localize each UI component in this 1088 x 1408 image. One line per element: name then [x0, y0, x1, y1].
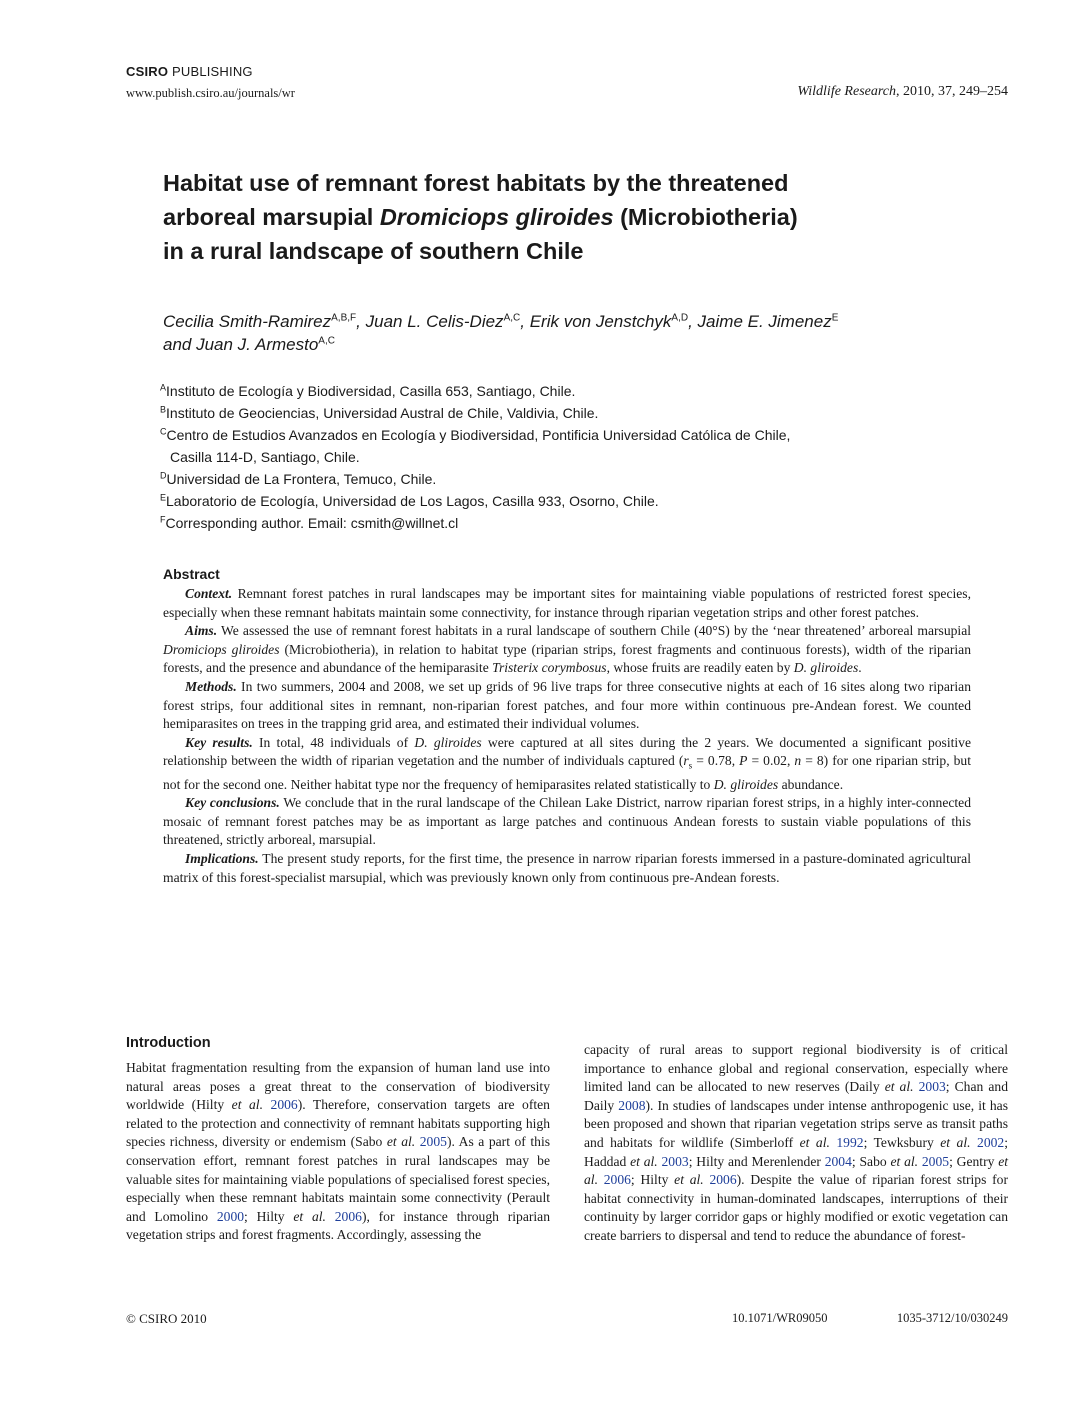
- abstract-heading: Abstract: [163, 566, 220, 582]
- author-name: Jaime E. Jimenez: [697, 312, 832, 331]
- citation-year-link[interactable]: 2003: [918, 1079, 946, 1095]
- abstract-text: We conclude that in the rural landscape of the Chilean Lake District, narrow riparian forest strips, in a highly inter-connected mosaic of remnant forest patches may be as important as large patches and continuous Andean forests to sustain viable populations of this threatened, strictly arboreal, marsupial.: [163, 795, 971, 848]
- citation-et-al: et al.: [890, 1153, 919, 1169]
- affiliation-marker: F: [160, 514, 166, 525]
- author-separator: ,: [688, 312, 698, 331]
- abstract-implications: [163, 850, 971, 887]
- body-text: [263, 1097, 271, 1112]
- affiliation-marker: B: [160, 404, 167, 415]
- citation-year-link[interactable]: 2002: [977, 1134, 1005, 1150]
- abstract-body: [163, 585, 971, 887]
- body-text: ). Therefore, conservation targets are often related to the protection and connectivity of remnant habitats supporting high species richness, diversity or endemism (Sabo: [126, 1097, 550, 1150]
- affiliation-text: Instituto de Geociencias, Universidad Austral de Chile, Valdivia, Chile.: [166, 405, 599, 421]
- title-line-1: Habitat use of remnant forest habitats by the threatened: [163, 170, 789, 196]
- abstract-text: = 8) for one riparian strip, but not for the second one. Neither habitat type nor the frequency of hemiparasites related statistically to: [163, 753, 972, 792]
- abstract-label: Context.: [185, 586, 233, 601]
- body-text: ; Hilty: [244, 1208, 294, 1224]
- affiliation-text: Centro de Estudios Avanzados en Ecología y Biodiversidad, Pontificia Universidad Católica de Chile,: [166, 427, 791, 443]
- abstract-text: abundance.: [778, 776, 844, 792]
- body-text: Habitat fragmentation resulting from the expansion of human land use into natural areas poses a great threat to the conservation of biodiversity worldwide (Hilty: [126, 1060, 550, 1113]
- title-species: Dromiciops gliroides: [379, 204, 614, 230]
- article-title: [163, 166, 943, 268]
- publisher-name-bold: CSIRO: [126, 64, 169, 79]
- author-affiliation-marker: A,C: [503, 312, 521, 324]
- body-text: ; Tewksbury: [863, 1134, 941, 1150]
- abstract-label: Implications.: [185, 851, 259, 867]
- citation-year-link[interactable]: 2006: [603, 1172, 631, 1188]
- abstract-text: = 0.78,: [692, 753, 740, 769]
- abstract-text: In total, 48 individuals of: [252, 734, 415, 750]
- citation-year-link[interactable]: 2006: [334, 1208, 362, 1224]
- citation-year-link[interactable]: 2005: [419, 1134, 447, 1150]
- copyright-notice: © CSIRO 2010: [126, 1311, 207, 1326]
- abstract-text: were captured at all sites during the 2 years. We documented a significant positive relationship between the width of riparian vegetation and the number of individuals captured (: [163, 734, 972, 769]
- affiliation-text: Laboratorio de Ecología, Universidad de Los Lagos, Casilla 933, Osorno, Chile.: [166, 493, 659, 509]
- body-text: [326, 1209, 335, 1224]
- citation-et-al: et al.: [630, 1153, 658, 1169]
- affiliation-text: Instituto de Ecología y Biodiversidad, Casilla 653, Santiago, Chile.: [166, 383, 576, 399]
- author-affiliation-marker: E: [831, 312, 839, 324]
- affiliation-text: Casilla 114-D, Santiago, Chile.: [170, 449, 360, 465]
- citation-year-link[interactable]: 2005: [921, 1153, 950, 1169]
- author-separator: ,: [520, 312, 530, 331]
- issn: 1035-3712/10/030249: [896, 1311, 1008, 1325]
- affiliation-item: [160, 468, 920, 490]
- body-text: ; Hilty: [630, 1172, 675, 1188]
- author-affiliation-marker: A,D: [671, 312, 689, 324]
- stat-subscript: s: [688, 761, 693, 772]
- stat-symbol: P: [739, 753, 748, 769]
- author-name: Erik von Jenstchyk: [529, 312, 672, 331]
- introduction-paragraph: [126, 1059, 550, 1245]
- stat-symbol: n: [794, 753, 802, 769]
- abstract-label: Key conclusions.: [185, 795, 280, 811]
- introduction-column-right: [584, 1041, 1008, 1246]
- corresponding-author: [160, 512, 920, 534]
- abstract-text: We assessed the use of remnant forest habitats in a rural landscape of southern Chile (40°S) by the ‘near threatened’ arboreal marsupial: [217, 623, 971, 639]
- species-name: Tristerix corymbosus: [492, 660, 607, 676]
- affiliation-item-continued: [160, 446, 920, 468]
- citation-et-al: et al.: [584, 1153, 1009, 1188]
- citation-et-al: et al.: [940, 1134, 971, 1150]
- author-name: and Juan J. Armesto: [163, 335, 319, 354]
- abstract-aims: [163, 622, 971, 678]
- affiliation-marker: E: [160, 492, 167, 503]
- species-name: D. gliroides: [414, 734, 482, 750]
- affiliation-marker: C: [160, 426, 167, 437]
- citation-year-link[interactable]: 2006: [270, 1097, 298, 1113]
- affiliation-text: Universidad de La Frontera, Temuco, Chile.: [166, 471, 437, 487]
- affiliation-item: [160, 424, 920, 446]
- citation-year-link[interactable]: 1992: [836, 1134, 864, 1150]
- author-name: Cecilia Smith-Ramirez: [163, 312, 332, 331]
- citation-year-link[interactable]: 2004: [824, 1153, 852, 1169]
- body-text: ). As a part of this conservation effort, remnant forest patches in rural landscapes may be valuable sites for maintaining viable populations of specialised forest species, especially when these remnant habitats maintain some connectivity (Perault and Lomolino: [126, 1134, 551, 1224]
- body-text: ). Despite the value of riparian forest strips for habitat connectivity in human-dominated landscapes, interruptions of their continuity by larger corridor gaps or highly modified or exotic vegetation can create barriers to dispersal and tend to reduce the abundance of forest-: [584, 1172, 1008, 1243]
- affiliation-list: [160, 380, 920, 534]
- body-text: ). In studies of landscapes under intense anthropogenic use, it has been proposed and shown that riparian vegetation strips serve as transit paths and habitats for wildlife (Simberloff: [584, 1097, 1008, 1150]
- abstract-text: (Microbiotheria), in relation to habitat type (riparian strips, forest fragments and continuous forests), width of the riparian forests, and the presence and abundance of the hemiparasite: [163, 641, 971, 676]
- doi[interactable]: 10.1071/WR09050: [732, 1311, 828, 1325]
- abstract-text: The present study reports, for the first time, the presence in narrow riparian forests immersed in a pasture-dominated agricultural matrix of this forest-specialist marsupial, which was previously known only from continuous pre-Andean forests.: [163, 851, 971, 885]
- introduction-heading: Introduction: [126, 1035, 211, 1051]
- species-name: Dromiciops gliroides: [163, 641, 280, 657]
- citation-year-link[interactable]: 2000: [216, 1208, 245, 1224]
- citation-et-al: et al.: [799, 1134, 830, 1150]
- citation-year-link[interactable]: 2006: [709, 1172, 737, 1188]
- abstract-label: Aims.: [185, 623, 218, 639]
- body-text: ), for instance through riparian vegetation strips and forest fragments. Accordingly, assessing the: [126, 1208, 550, 1243]
- citation-year-link[interactable]: 2008: [618, 1097, 646, 1113]
- abstract-text: In two summers, 2004 and 2008, we set up grids of 96 live traps for three consecutive nights at each of 16 sites along two riparian forest strips, four additional sites in remnant, non-riparian forest patches, and four more within continuous pre-Andean forest. We counted hemiparasites on trees in the trapping grid area, and estimated their individual volumes.: [163, 678, 971, 732]
- abstract-text: .: [858, 660, 862, 676]
- publisher-name-rest: PUBLISHING: [168, 64, 253, 79]
- affiliation-marker: D: [160, 470, 167, 481]
- affiliation-item: [160, 380, 920, 402]
- abstract-text: , whose fruits are readily eaten by: [606, 660, 794, 676]
- species-name: D. gliroides: [793, 660, 859, 676]
- author-separator: ,: [356, 312, 366, 331]
- publisher-logo: [126, 64, 253, 79]
- introduction-paragraph: [584, 1041, 1008, 1246]
- citation-year-link[interactable]: 2003: [661, 1153, 689, 1169]
- citation-et-al: et al.: [231, 1097, 263, 1113]
- body-text: ; Chan and Daily: [584, 1079, 1008, 1113]
- body-text: ; Gentry: [949, 1153, 999, 1169]
- citation-et-al: et al.: [674, 1172, 704, 1188]
- author-name: Juan L. Celis-Diez: [365, 312, 504, 331]
- body-text: ; Sabo: [851, 1153, 891, 1169]
- author-affiliation-marker: A,C: [318, 335, 335, 347]
- abstract-conclusions: [163, 794, 971, 850]
- title-line-2-post: (Microbiotheria): [613, 204, 798, 230]
- affiliation-marker: A: [160, 382, 167, 393]
- author-affiliation-marker: A,B,F: [331, 312, 357, 324]
- introduction-column-left: [126, 1059, 550, 1245]
- abstract-label: Key results.: [185, 734, 253, 750]
- citation-et-al: et al.: [884, 1079, 914, 1095]
- abstract-text: = 0.02,: [747, 753, 795, 769]
- corresponding-author-email[interactable]: Corresponding author. Email: csmith@willnet.cl: [165, 515, 459, 531]
- citation-et-al: et al.: [386, 1134, 416, 1150]
- abstract-results: [163, 734, 971, 795]
- abstract-label: Methods.: [185, 678, 237, 694]
- species-name: D. gliroides: [713, 776, 779, 792]
- affiliation-item: [160, 490, 920, 512]
- journal-volume-pages: , 2010, 37, 249–254: [896, 84, 1008, 99]
- body-text: ; Hilty and Merenlender: [688, 1153, 825, 1169]
- journal-citation: [797, 84, 1008, 100]
- body-text: ; Haddad: [584, 1134, 1008, 1169]
- abstract-context: [163, 585, 971, 622]
- citation-et-al: et al.: [293, 1208, 326, 1224]
- affiliation-item: [160, 402, 920, 424]
- stat-symbol: r: [683, 753, 689, 769]
- journal-name: Wildlife Research: [797, 84, 896, 99]
- title-line-2-pre: arboreal marsupial: [163, 204, 380, 230]
- journal-url[interactable]: www.publish.csiro.au/journals/wr: [126, 86, 295, 100]
- body-text: capacity of rural areas to support regional biodiversity is of critical importance to enhance global and regional conservation, especially where limited land can be allocated to new reserves (Daily: [584, 1042, 1008, 1095]
- abstract-methods: [163, 678, 971, 734]
- author-list: [163, 310, 963, 356]
- title-line-3: in a rural landscape of southern Chile: [163, 238, 584, 264]
- abstract-text: Remnant forest patches in rural landscapes may be important sites for maintaining viable populations of restricted forest species, especially when these remnant habitats maintain some connectivity, for instance through riparian vegetation strips and other forest patches.: [163, 586, 971, 620]
